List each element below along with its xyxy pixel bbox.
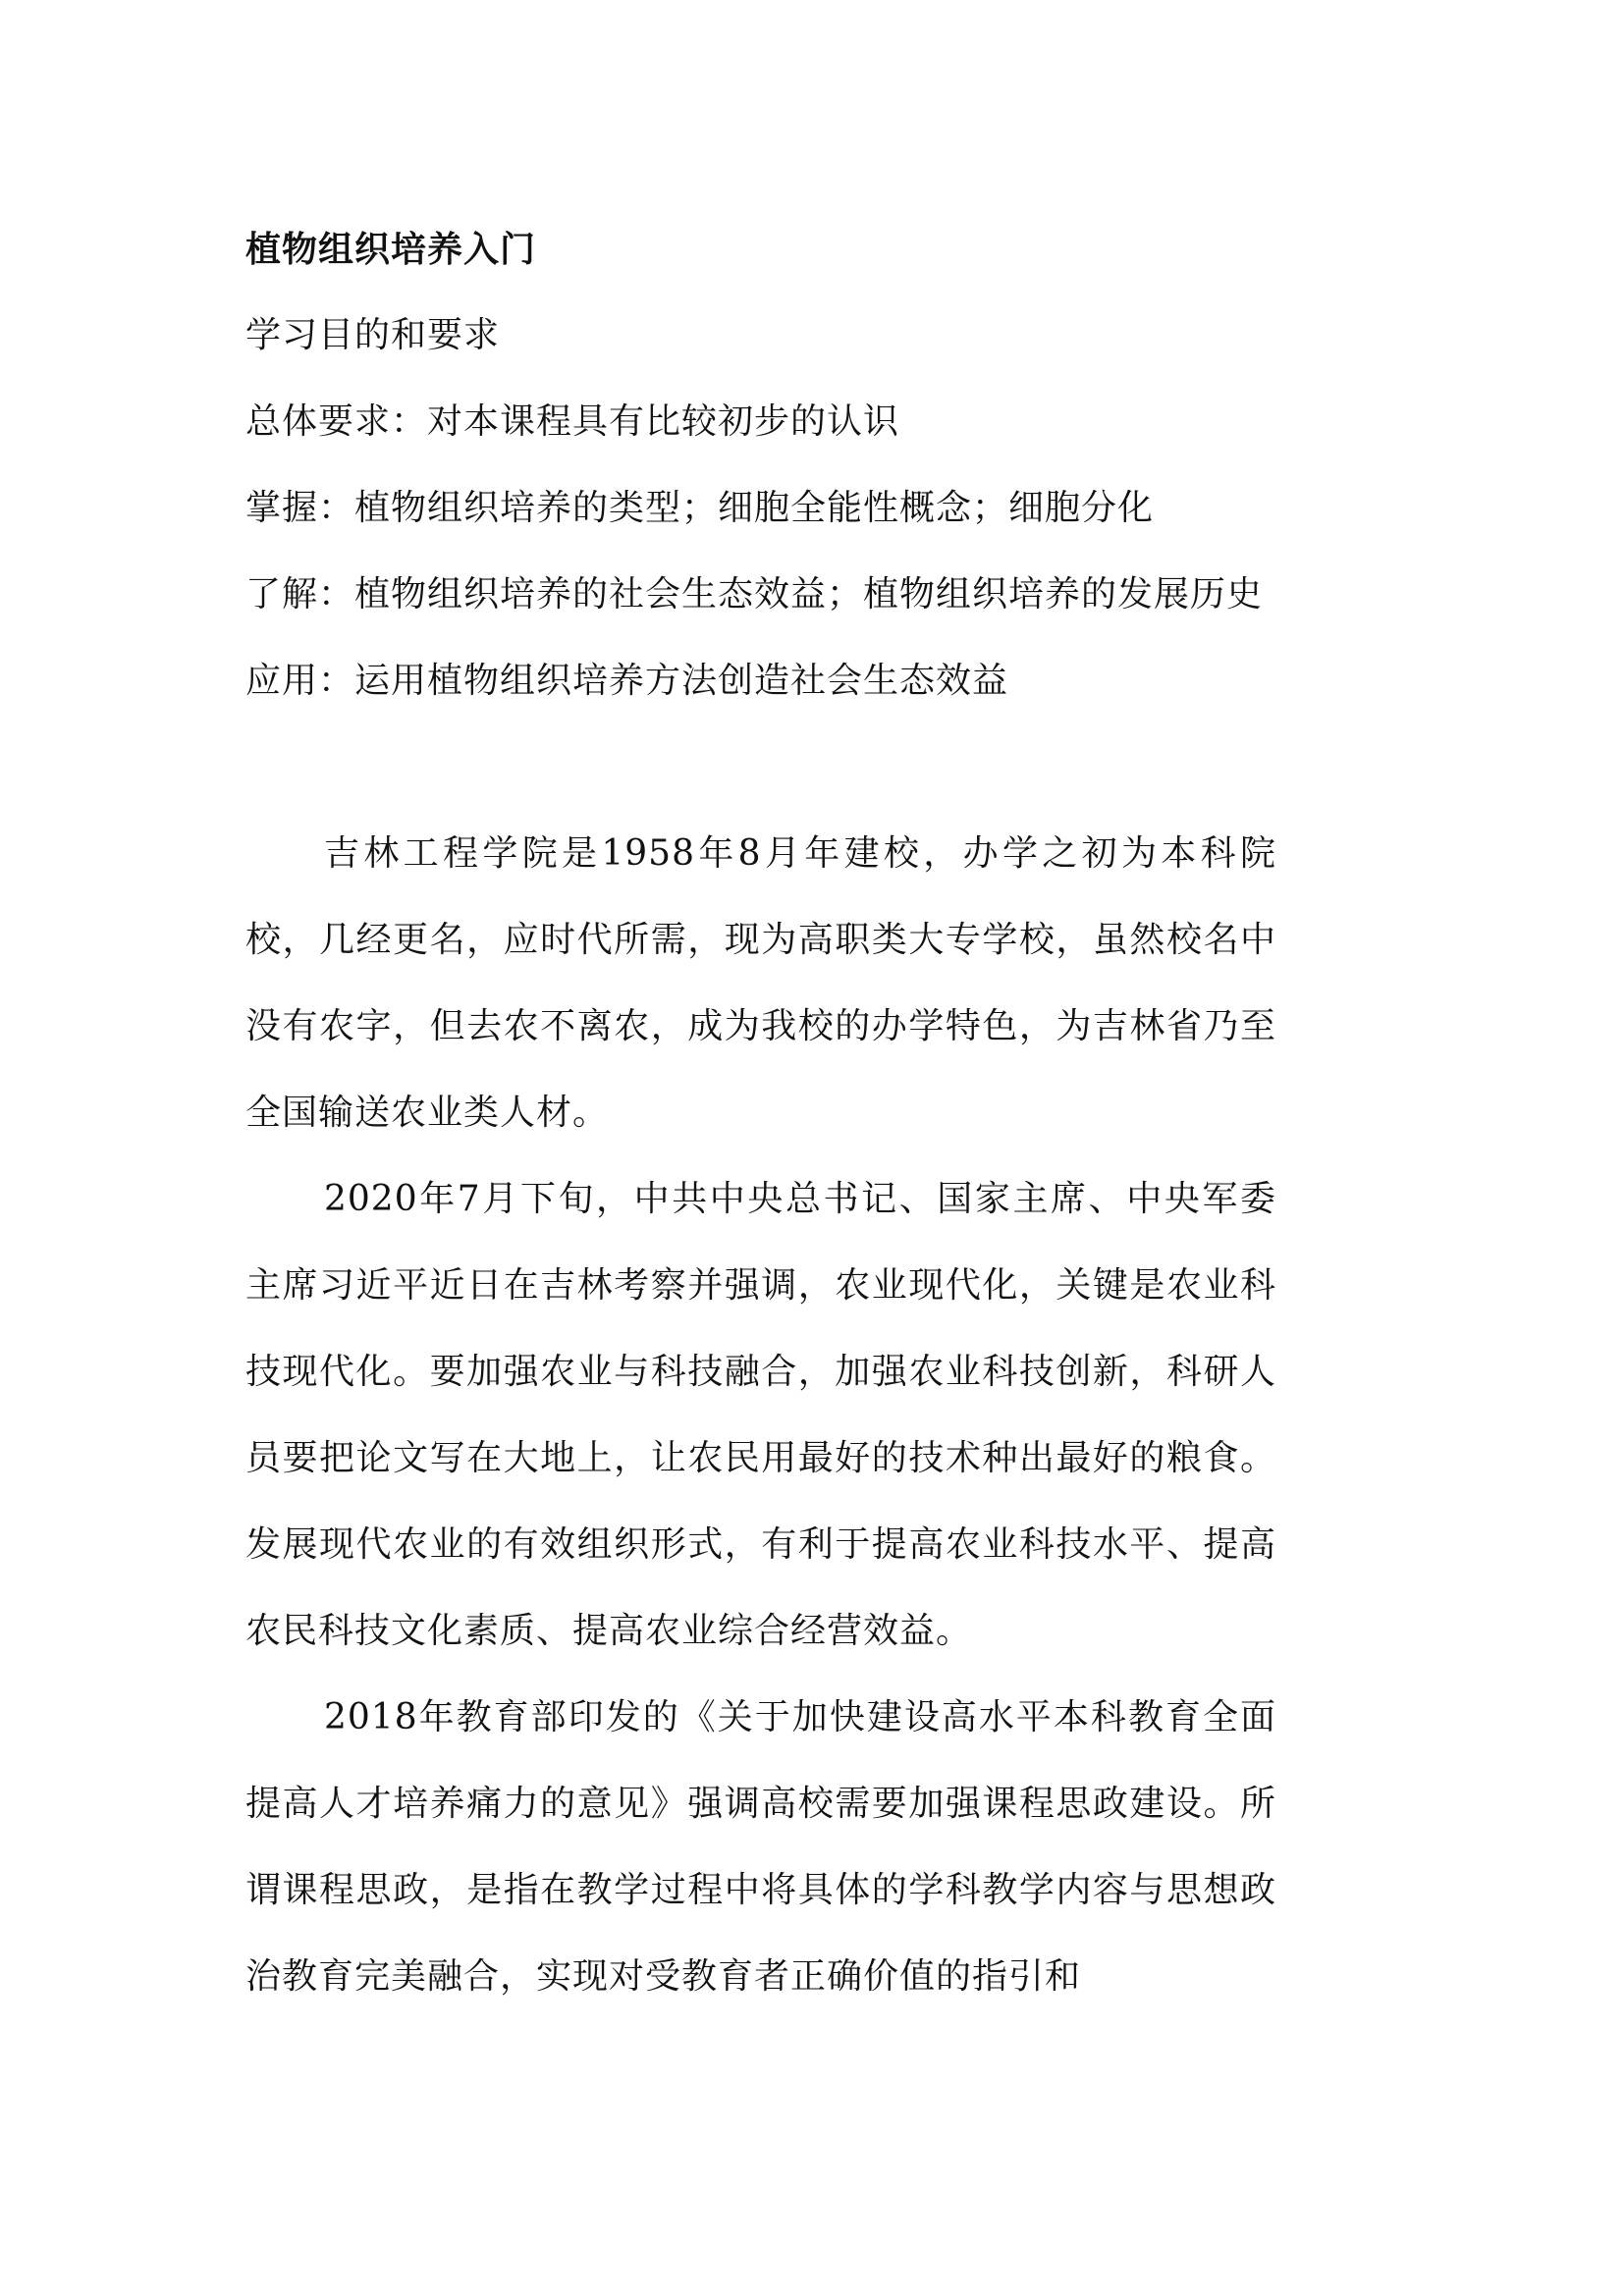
document-body: [245, 206, 1276, 2020]
paragraph-curriculum-ideology: 2018年教育部印发的《关于加快建设高水平本科教育全面提高人才培养痛力的意见》强调高校需要加强课程思政建设。所谓课程思政，是指在教学过程中将具体的学科教学内容与思想政治教育完美融合，实现对受教育者正确价值的指引和: [245, 1697, 1276, 1997]
paragraph-agriculture-modernization: 2020年7月下旬，中共中央总书记、国家主席、中央军委主席习近平近日在吉林考察并强调，农业现代化，关键是农业科技现代化。要加强农业与科技融合，加强农业科技创新，科研人员要把论文写在大地上，让农民用最好的技术种出最好的粮食。发展现代农业的有效组织形式，有利于提高农业科技水平、提高农民科技文化素质、提高农业综合经营效益。: [245, 1179, 1276, 1651]
understand-requirement: 了解：植物组织培养的社会生态效益；植物组织培养的发展历史: [245, 574, 1264, 614]
objectives-heading: 学习目的和要求: [245, 315, 501, 355]
master-requirement: 掌握：植物组织培养的类型；细胞全能性概念；细胞分化: [245, 488, 1155, 528]
overall-requirement: 总体要求：对本课程具有比较初步的认识: [245, 401, 900, 442]
section-spacer: [245, 724, 1276, 811]
apply-requirement: 应用：运用植物组织培养方法创造社会生态效益: [245, 661, 1009, 701]
paragraph-school-history: 吉林工程学院是1958年8月年建校，办学之初为本科院校，几经更名，应时代所需，现为高职类大专学校，虽然校名中没有农字，但去农不离农，成为我校的办学特色，为吉林省乃至全国输送农业类人材。: [245, 833, 1276, 1133]
document-title: 植物组织培养入门: [245, 229, 537, 270]
